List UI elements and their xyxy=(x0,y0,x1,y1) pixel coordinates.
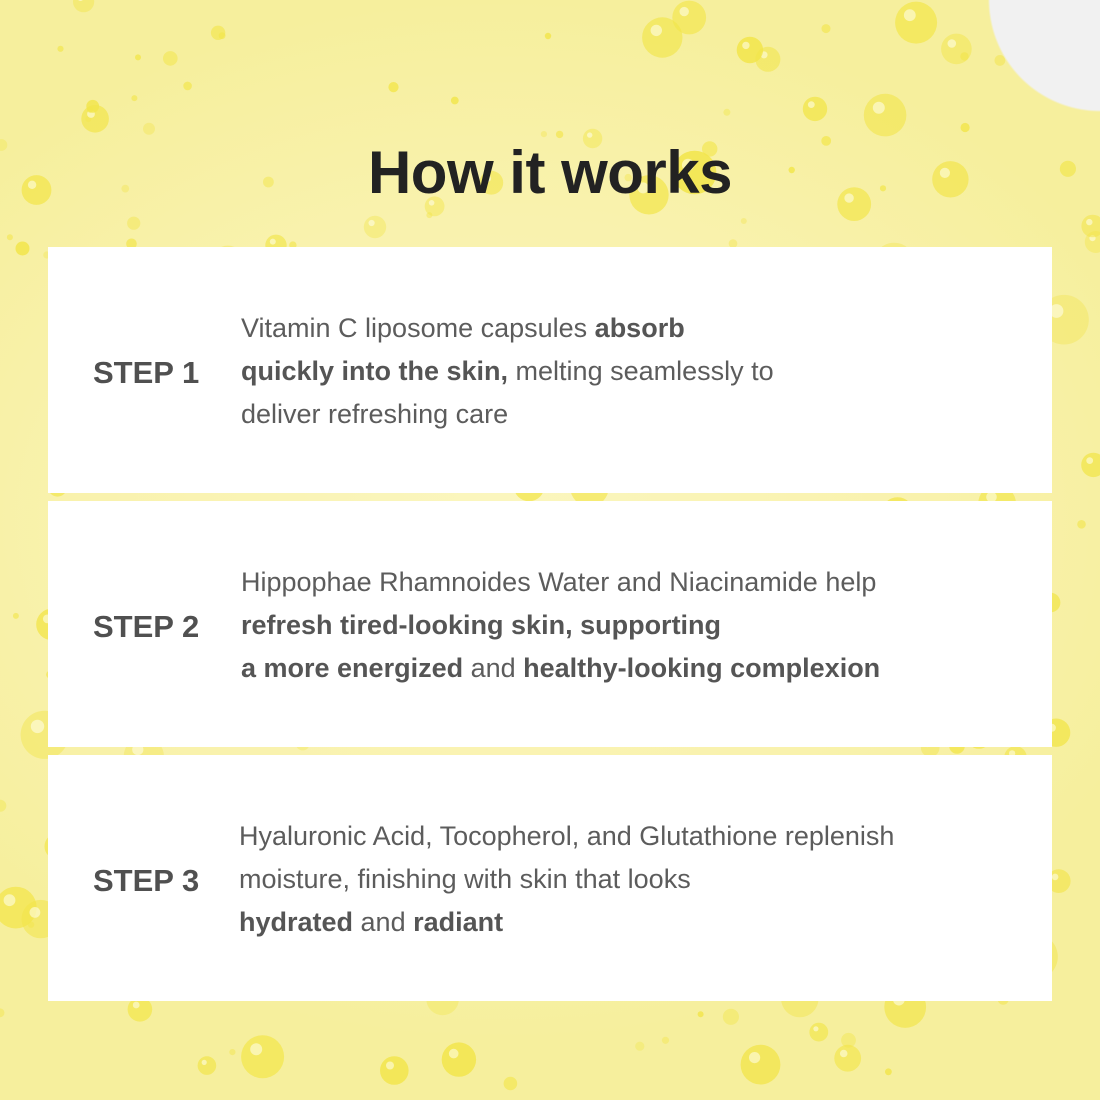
bubble xyxy=(885,1068,892,1075)
bubble xyxy=(834,1045,861,1072)
step-description xyxy=(241,561,1031,690)
text: moisture, finishing with skin that looks xyxy=(239,864,691,894)
bubble xyxy=(737,37,763,63)
bubble-highlight xyxy=(749,1052,760,1063)
bubble xyxy=(229,1049,235,1055)
bold-text: hydrated xyxy=(239,907,354,937)
bubble-highlight xyxy=(680,7,689,16)
bubble-highlight xyxy=(250,1043,262,1055)
bubble xyxy=(143,123,155,135)
bubble xyxy=(73,0,94,12)
text: and xyxy=(353,907,414,937)
white-corner-decoration xyxy=(910,0,1100,120)
bubble xyxy=(822,24,831,33)
bubble xyxy=(127,217,140,230)
bubble-highlight xyxy=(587,132,592,137)
bubble xyxy=(86,100,99,113)
description-line xyxy=(241,647,1031,690)
bubble-highlight xyxy=(1086,457,1093,464)
bubble-highlight xyxy=(808,101,815,108)
bubble xyxy=(16,242,30,256)
bubble xyxy=(1081,215,1100,238)
bubble-highlight xyxy=(742,42,749,49)
bubble xyxy=(163,51,178,66)
text: Hyaluronic Acid, Tocopherol, and Glutathione replenish xyxy=(239,821,895,851)
bubble-highlight xyxy=(202,1060,207,1065)
bold-text: radiant xyxy=(413,907,504,937)
bubble xyxy=(131,95,137,101)
bold-text: quickly into the skin, xyxy=(241,356,509,386)
step-description xyxy=(239,815,1029,944)
bubble xyxy=(541,131,547,137)
description-line xyxy=(239,815,1029,858)
bubble-highlight xyxy=(133,1002,140,1009)
bubble-highlight xyxy=(813,1026,818,1031)
bold-text: absorb xyxy=(594,313,685,343)
description-line xyxy=(241,307,1031,350)
step-card-2 xyxy=(48,501,1052,747)
bubble-highlight xyxy=(1086,219,1092,225)
bubble-highlight xyxy=(651,25,662,36)
page-title: How it works xyxy=(367,139,733,206)
bubble xyxy=(380,1056,409,1085)
bubble xyxy=(13,613,19,619)
step-card-3 xyxy=(48,755,1052,1001)
description-line xyxy=(239,901,1029,944)
step-label: STEP 1 xyxy=(93,355,200,390)
bubble xyxy=(556,131,563,138)
description-line xyxy=(239,858,1029,901)
text: Hippophae Rhamnoides Water and Niacinamide help xyxy=(241,567,877,597)
text: deliver refreshing care xyxy=(241,399,509,429)
bubble xyxy=(1077,520,1086,529)
bubble xyxy=(426,212,432,218)
bubble xyxy=(545,33,551,39)
bubble-highlight xyxy=(31,720,44,733)
bold-text: refresh tired-looking skin, supporting xyxy=(241,610,722,640)
text: Vitamin C liposome capsules xyxy=(241,313,595,343)
bubble xyxy=(809,1023,828,1042)
bubble-highlight xyxy=(369,220,375,226)
bubble-highlight xyxy=(30,907,41,918)
bubble xyxy=(241,1035,284,1078)
bubble xyxy=(1081,453,1100,477)
description-line xyxy=(241,350,1031,393)
bubble-highlight xyxy=(449,1049,459,1059)
step-label: STEP 2 xyxy=(93,609,200,644)
bold-text: a more energized xyxy=(241,653,464,683)
bold-text: healthy-looking complexion xyxy=(523,653,881,683)
bubble xyxy=(442,1042,476,1076)
bubble xyxy=(504,1077,518,1091)
text: melting seamlessly to xyxy=(508,356,774,386)
bubble xyxy=(803,97,827,121)
bubble xyxy=(698,1011,704,1017)
bubble xyxy=(662,1037,669,1044)
bubble-highlight xyxy=(1052,874,1059,881)
bubble xyxy=(451,97,459,105)
bubble xyxy=(635,1042,644,1051)
bubble xyxy=(183,82,192,91)
bubble xyxy=(57,46,63,52)
bubble-highlight xyxy=(873,102,885,114)
step-label: STEP 3 xyxy=(93,863,200,898)
description-line xyxy=(241,604,1031,647)
bubble xyxy=(642,17,682,57)
bubble xyxy=(7,234,13,240)
bubble xyxy=(741,1045,781,1085)
bubble xyxy=(741,218,747,224)
bubble xyxy=(0,1008,5,1017)
bubble xyxy=(961,123,970,132)
bubble xyxy=(723,109,730,116)
bubble xyxy=(0,800,6,812)
description-line xyxy=(241,561,1031,604)
step-description xyxy=(241,307,1031,436)
bubble xyxy=(723,1009,739,1025)
bubble-highlight xyxy=(270,239,276,245)
description-line xyxy=(241,393,1031,436)
step-card-1 xyxy=(48,247,1052,493)
bubble-highlight xyxy=(840,1050,848,1058)
bubble xyxy=(198,1056,217,1075)
bubble xyxy=(364,216,386,238)
bubble xyxy=(388,82,398,92)
bubble xyxy=(135,54,141,60)
text: and xyxy=(463,653,524,683)
bubble-highlight xyxy=(4,894,16,906)
bubble xyxy=(864,94,907,137)
bubble xyxy=(219,32,226,39)
bubble-highlight xyxy=(386,1062,394,1070)
